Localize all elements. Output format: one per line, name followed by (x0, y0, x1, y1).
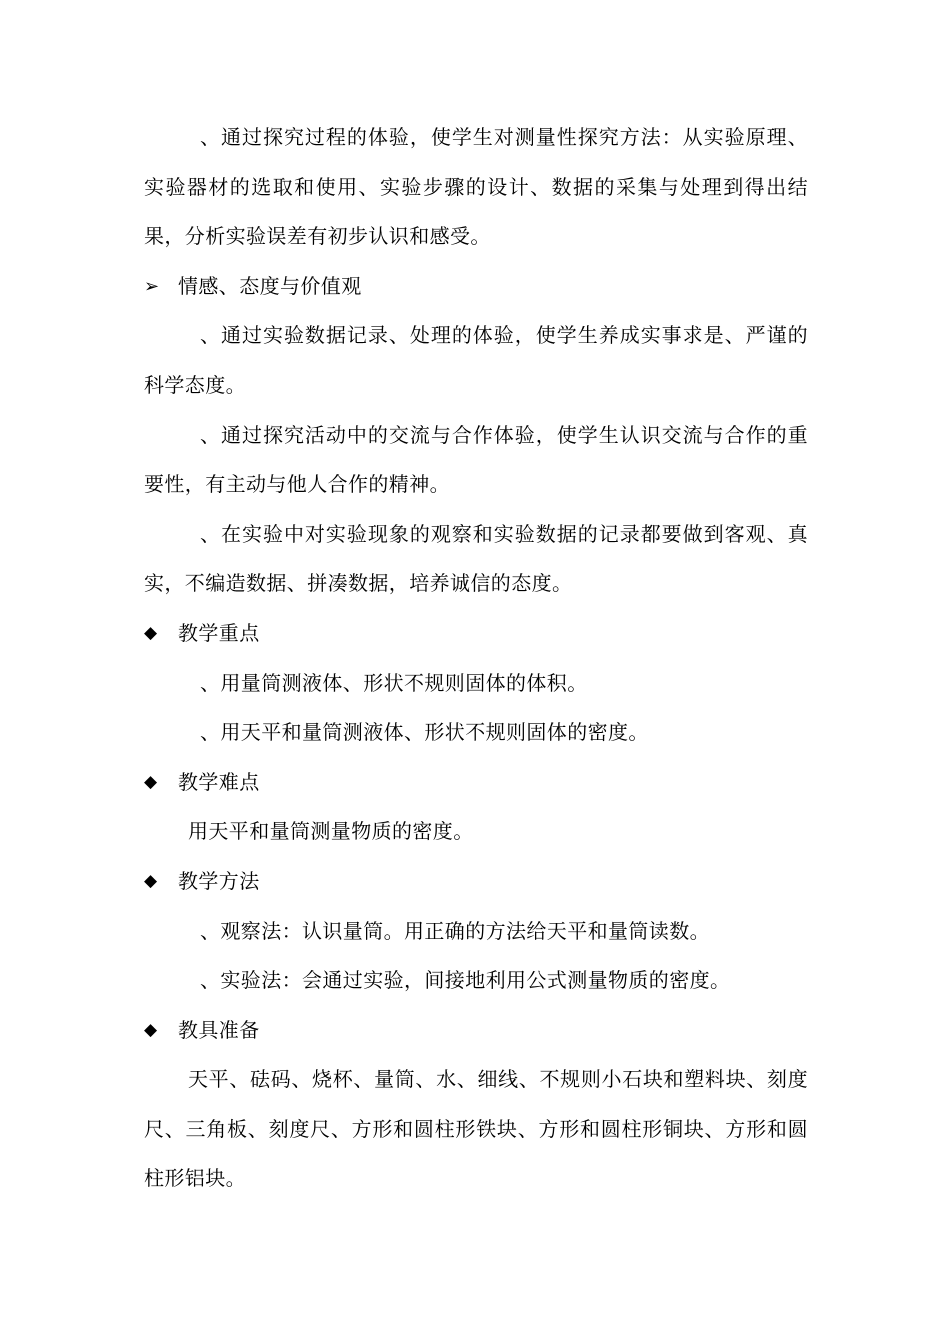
heading-title: 教具准备 (178, 1017, 260, 1042)
paragraph-data-recording: 、通过实验数据记录、处理的体验，使学生养成实事求是、严谨的科学态度。 (144, 323, 808, 397)
heading-title: 情感、态度与价值观 (178, 273, 362, 298)
key-point-item: 、用天平和量筒测液体、形状不规则固体的密度。 (200, 720, 649, 745)
heading-emotion-attitude-values (144, 262, 808, 312)
heading-teaching-key-points (144, 609, 808, 659)
arrow-bullet-icon: ➢ (144, 275, 160, 297)
teaching-aids-list: 天平、砝码、烧杯、量筒、水、细线、不规则小石块和塑料块、刻度尺、三角板、刻度尺、方形和圆柱形铁块、方形和圆柱形铜块、方形和圆柱形铝块。 (144, 1067, 808, 1191)
diamond-bullet-icon: ◆ (144, 1019, 158, 1040)
heading-teaching-methods (144, 857, 808, 907)
method-item: 、实验法：会通过实验，间接地利用公式测量物质的密度。 (200, 968, 731, 993)
method-item: 、观察法：认识量筒。用正确的方法给天平和量筒读数。 (200, 918, 710, 943)
diamond-bullet-icon: ◆ (144, 622, 158, 643)
heading-title: 教学方法 (178, 868, 260, 893)
paragraph-honesty: 、在实验中对实验现象的观察和实验数据的记录都要做到客观、真实，不编造数据、拼凑数据，培养诚信的态度。 (144, 521, 808, 596)
document-body (144, 113, 808, 1204)
key-point-item: 、用量筒测液体、形状不规则固体的体积。 (200, 670, 588, 695)
paragraph-cooperation: 、通过探究活动中的交流与合作体验，使学生认识交流与合作的重要性，有主动与他人合作的精神。 (144, 422, 808, 497)
diamond-bullet-icon: ◆ (144, 870, 158, 891)
diamond-bullet-icon: ◆ (144, 771, 158, 792)
heading-title: 教学重点 (178, 620, 260, 645)
difficulty-item: 用天平和量筒测量物质的密度。 (188, 819, 474, 844)
heading-title: 教学难点 (178, 769, 260, 794)
heading-teaching-aids (144, 1006, 808, 1056)
paragraph-inquiry-experience: 、通过探究过程的体验，使学生对测量性探究方法：从实验原理、实验器材的选取和使用、实验步骤的设计、数据的采集与处理到得出结果，分析实验误差有初步认识和感受。 (144, 125, 808, 249)
heading-teaching-difficulties (144, 758, 808, 808)
